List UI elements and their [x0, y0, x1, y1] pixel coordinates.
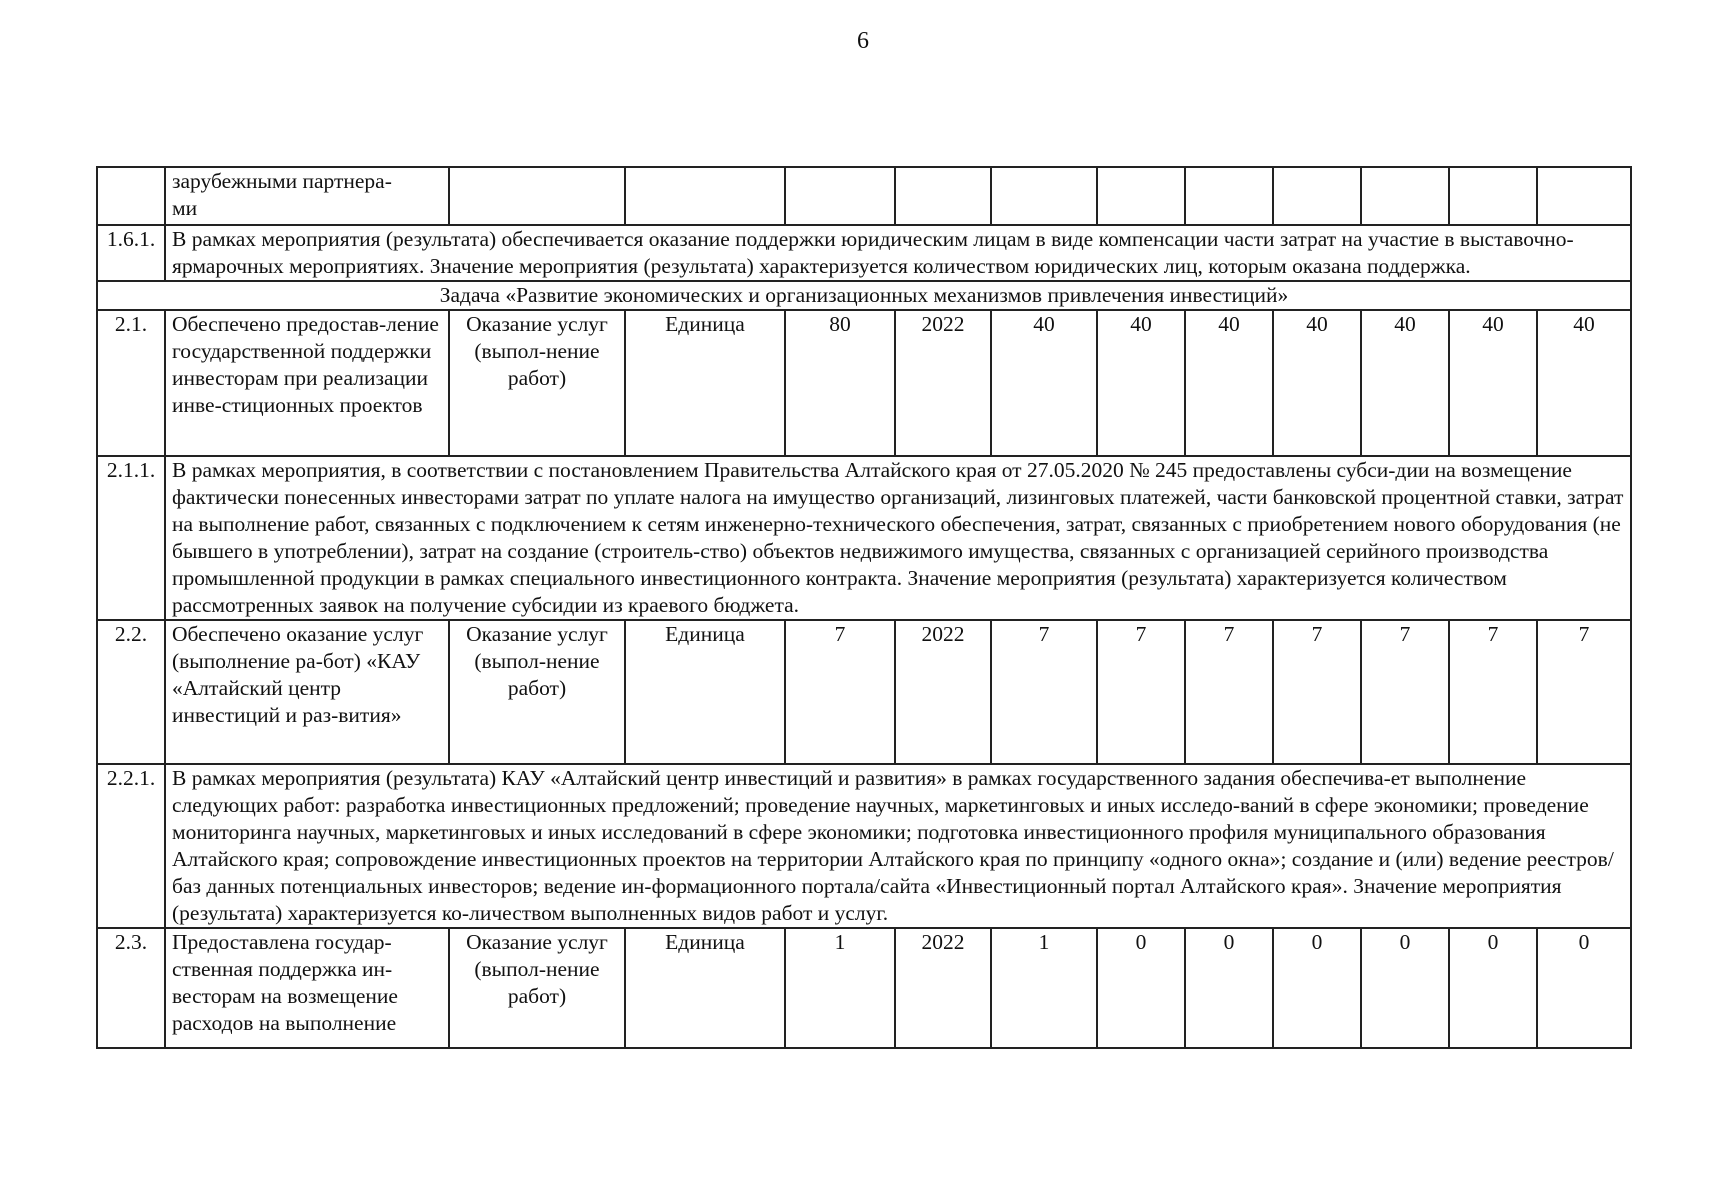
measure-description: В рамках мероприятия (результата) КАУ «Алтайский центр инвестиций и развития» в рамках государственного задания обеспечива-ет выполнение следующих работ: разработка инвестиционных предложений; проведение научных, маркетинговых и иных исследо-ваний в сфере экономики; проведение мониторинга научных, маркетинговых и иных исследований в сфере экономики; подготовка инвестиционного профиля муниципального образования Алтайского края; сопровождение инвестиционных проектов на территории Алтайского края по принципу «одного окна»; создание и (или) ведение реестров/баз данных потенциальных инвесторов; ведение ин-формационного портала/сайта «Инвестиционный портал Алтайского края». Значение мероприятия (результата) характеризуется ко-личеством выполненных видов работ и услуг.: [165, 764, 1631, 928]
table-row: [97, 620, 1631, 764]
base-value: 7: [785, 620, 895, 764]
year-value: 0: [1097, 928, 1185, 1048]
year-value: 40: [1361, 310, 1449, 456]
indicator-name-cell: [165, 167, 449, 225]
empty-cell: [1537, 167, 1631, 225]
year-value: 0: [1361, 928, 1449, 1048]
base-year: 2022: [895, 310, 991, 456]
year-value: 7: [1361, 620, 1449, 764]
year-value: 7: [1185, 620, 1273, 764]
table-row: [97, 167, 1631, 225]
year-value: 0: [1449, 928, 1537, 1048]
indicators-table: [96, 166, 1632, 1049]
base-year: 2022: [895, 620, 991, 764]
unit-of-measure: Единица: [625, 620, 785, 764]
table-row: [97, 456, 1631, 620]
row-number: 2.2.1.: [97, 764, 165, 928]
year-value: 40: [1273, 310, 1361, 456]
year-value: 40: [1097, 310, 1185, 456]
empty-cell: [895, 167, 991, 225]
year-value: 40: [1449, 310, 1537, 456]
row-number: 1.6.1.: [97, 225, 165, 281]
year-value: 40: [1537, 310, 1631, 456]
year-value: 0: [1537, 928, 1631, 1048]
year-value: 0: [1273, 928, 1361, 1048]
empty-cell: [1449, 167, 1537, 225]
year-value: 40: [1185, 310, 1273, 456]
empty-cell: [449, 167, 625, 225]
year-value: 7: [1097, 620, 1185, 764]
year-value: 7: [1273, 620, 1361, 764]
indicator-name: Обеспечено предостав-ление государственной поддержки инвесторам при реализации инве-стиционных проектов: [165, 310, 449, 456]
base-value: 80: [785, 310, 895, 456]
table-row: [97, 310, 1631, 456]
indicator-type: Оказание услуг (выпол-нение работ): [449, 928, 625, 1048]
empty-cell: [1185, 167, 1273, 225]
indicator-name: Обеспечено оказание услуг (выполнение ра-бот) «КАУ «Алтайский центр инвестиций и раз-вития»: [165, 620, 449, 764]
indicator-name: Предоставлена государ-ственная поддержка ин-весторам на возмещение расходов на выполнение: [165, 928, 449, 1048]
empty-cell: [1273, 167, 1361, 225]
base-value: 1: [785, 928, 895, 1048]
year-value: 40: [991, 310, 1097, 456]
empty-cell: [1097, 167, 1185, 225]
row-number: 2.3.: [97, 928, 165, 1048]
indicator-name: зарубежными партнера- ми: [172, 169, 392, 220]
year-value: 0: [1185, 928, 1273, 1048]
year-value: 7: [1537, 620, 1631, 764]
measure-description: В рамках мероприятия, в соответствии с постановлением Правительства Алтайского края от 27.05.2020 № 245 предоставлены субси-дии на возмещение фактически понесенных инвесторами затрат по уплате налога на имущество организаций, лизинговых платежей, части банковской процентной ставки, затрат на выполнение работ, связанных с подключением к сетям инженерно-технического обеспечения, затрат, связанных с приобретением нового оборудования (не бывшего в употреблении), затрат на создание (строитель-ство) объектов недвижимого имущества, связанных с организацией серийного производства промышленной продукции в рамках специального инвестиционного контракта. Значение мероприятия (результата) характеризуется количеством рассмотренных заявок на получение субсидии из краевого бюджета.: [165, 456, 1631, 620]
task-title: Задача «Развитие экономических и организационных механизмов привлечения инвестиций»: [97, 281, 1631, 310]
row-number: 2.1.: [97, 310, 165, 456]
task-row: [97, 281, 1631, 310]
year-value: 7: [1449, 620, 1537, 764]
row-number: 2.2.: [97, 620, 165, 764]
empty-cell: [785, 167, 895, 225]
page-number: 6: [857, 28, 869, 54]
table-row: [97, 764, 1631, 928]
year-value: 7: [991, 620, 1097, 764]
row-number-cell: [97, 167, 165, 225]
empty-cell: [991, 167, 1097, 225]
empty-cell: [1361, 167, 1449, 225]
table-row: [97, 225, 1631, 281]
measure-description: В рамках мероприятия (результата) обеспечивается оказание поддержки юридическим лицам в виде компенсации части затрат на участие в выставочно-ярмарочных мероприятиях. Значение мероприятия (результата) характеризуется количеством юридических лиц, которым оказана поддержка.: [165, 225, 1631, 281]
base-year: 2022: [895, 928, 991, 1048]
empty-cell: [625, 167, 785, 225]
year-value: 1: [991, 928, 1097, 1048]
unit-of-measure: Единица: [625, 928, 785, 1048]
table-row: [97, 928, 1631, 1048]
row-number: 2.1.1.: [97, 456, 165, 620]
indicator-type: Оказание услуг (выпол-нение работ): [449, 620, 625, 764]
unit-of-measure: Единица: [625, 310, 785, 456]
indicator-type: Оказание услуг (выпол-нение работ): [449, 310, 625, 456]
